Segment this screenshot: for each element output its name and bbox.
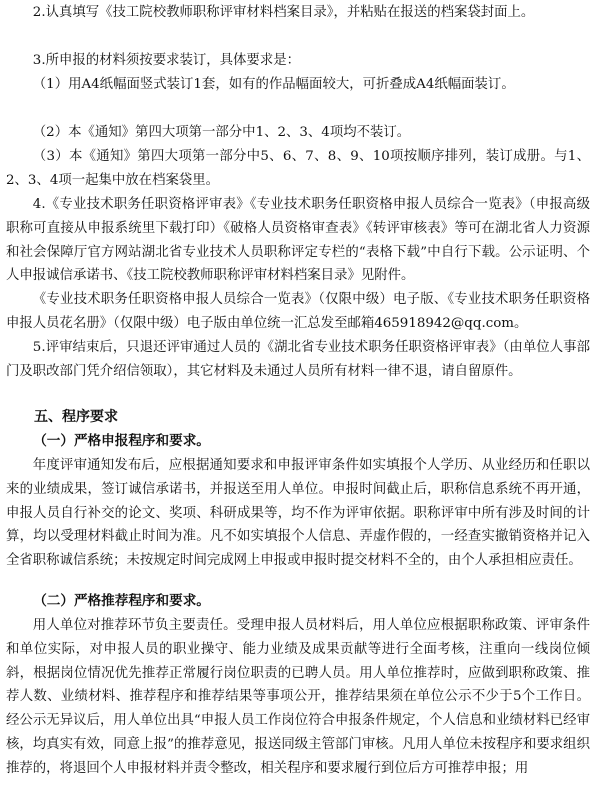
paragraph-binding-1: （1）用A4纸幅面竖式装订1套，如有的作品幅面较大，可折叠成A4纸幅面装订。 bbox=[32, 77, 515, 92]
section-heading-procedure: 五、程序要求 bbox=[34, 409, 118, 425]
paragraph-recommendation-body: 用人单位对推荐环节负主要责任。受理申报人员材料后，用人单位应根据职称政策、评审条件和单位实际，对申报人员的职业操守、能力业绩及成果贡献等进行全面考核，注重向一线岗位倾斜，根据岗位情况优先推荐正常履行岗位职责的已聘人员。用人单位推荐时，应做到职称政策、推荐人数、业绩材料、推荐程序和推荐结果等事项公开，推荐结果须在单位公示不少于5个工作日。经公示无异议后，用人单位出具“申报人员工作岗位符合申报条件规定，个人信息和业绩材料已经审核，均真实有效，同意上报”的推荐意见，报送同级主管部门审核。凡用人单位未按程序和要求组织推荐的，将退回个人申报材料并责令整改，相关程序和要求履行到位后方可推荐申报；用 bbox=[6, 618, 590, 776]
subheading-application: （一）严格申报程序和要求。 bbox=[33, 433, 210, 449]
paragraph-application-body: 年度评审通知发布后，应根据通知要求和申报评审条件如实填报个人学历、从业经历和任职以来的业绩成果，签订诚信承诺书，并报送至用人单位。申报时间截止后，职称信息系统不再开通，申报人员自行补交的论文、奖项、科研成果等，均不作为评审依据。职称评审中所有涉及时间的计算，均以受理材料截止时间为准。凡不如实填报个人信息、弄虚作假的，一经查实撤销资格并记入全省职称诚信系统；未按规定时间完成网上申报或申报时提交材料不全的，由个人承担相应责任。 bbox=[6, 458, 590, 569]
subheading-recommendation: （二）严格推荐程序和要求。 bbox=[33, 593, 210, 609]
paragraph-electronic-submit: 《专业技术职务任职资格申报人员综合一览表》（仅限中级）电子版、《专业技术职务任职资格申报人员花名册》（仅限中级）电子版由单位统一汇总发至邮箱465918942@qq.com。 bbox=[6, 292, 590, 331]
paragraph-item-3: 3.所申报的材料须按要求装订，具体要求是： bbox=[32, 53, 300, 68]
paragraph-item-2: 2.认真填写《技工院校教师职称评审材料档案目录》，并粘贴在报送的档案袋封面上。 bbox=[32, 5, 535, 20]
paragraph-item-5: 5.评审结束后，只退还评审通过人员的《湖北省专业技术职务任职资格评审表》（由单位人事部门及职改部门凭介绍信领取），其它材料及未通过人员所有材料一律不退，请自留原件。 bbox=[6, 340, 590, 379]
paragraph-binding-2: （2）本《通知》第四大项第一部分中1、2、3、4项均不装订。 bbox=[32, 125, 411, 140]
paragraph-item-4: 4.《专业技术职务任职资格评审表》《专业技术职务任职资格申报人员综合一览表》（申报高级职称可直接从申报系统里下载打印）《破格人员资格审查表》《转评审核表》等可在湖北省人力资源和社会保障厅官方网站湖北省专业技术人员职称评定专栏的“表格下载”中自行下载。公示证明、个人申报诚信承诺书、《技工院校教师职称评审材料档案目录》见附件。 bbox=[6, 197, 590, 284]
paragraph-binding-3: （3）本《通知》第四大项第一部分中5、6、7、8、9、10项按顺序排列，装订成册。与1、2、3、4项一起集中放在档案袋里。 bbox=[6, 149, 590, 188]
